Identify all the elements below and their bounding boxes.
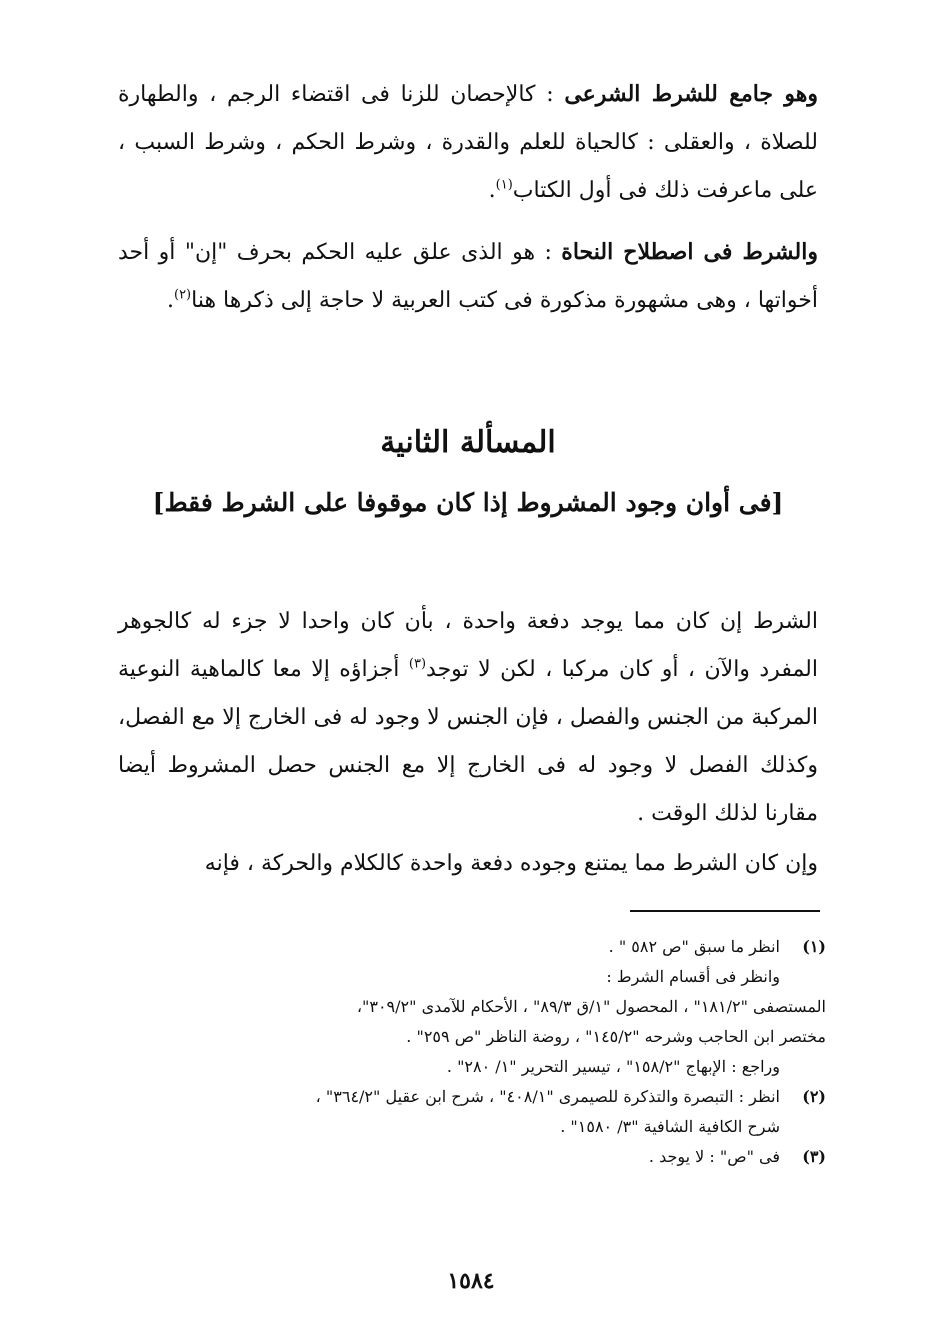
footnote-line: وراجع : الإبهاج "١٥٨/٢" ، تيسير التحرير "١/ ٢٨٠" . (446, 1057, 780, 1076)
section-subtitle: [فى أوان وجود المشروط إذا كان موقوفا على الشرط فقط] (152, 488, 784, 517)
footnote-line: شرح الكافية الشافية "٣/ ١٥٨٠" . (560, 1117, 780, 1136)
paragraph-text: : هو الذى علق عليه الحكم بحرف "إن" أو أحد أخواتها ، وهى مشهورة مذكورة فى كتب العربية لا حاجة إلى ذكرها هنا (118, 240, 818, 313)
footnote-line: مختصر ابن الحاجب وشرحه "١٤٥/٢" ، روضة الناظر "ص ٢٥٩" . (406, 1027, 826, 1046)
paragraph-lead: وهو جامع للشرط الشرعى (564, 81, 819, 107)
footnote-3 (118, 1142, 826, 1172)
paragraph-text-continued: أجزاؤه إلا معا كالماهية النوعية المركبة من الجنس والفصل ، فإن الجنس لا وجود له فى الخارج إلا مع الفصل، وكذلك الفصل لا وجود له فى الخارج إلا مع الجنس حصل المشروط أيضا مقارنا لذلك الوقت . (118, 657, 818, 826)
section-title: المسألة الثانية (380, 425, 556, 460)
footnote-body (118, 1142, 780, 1172)
paragraph-legal-condition (118, 70, 818, 215)
footnote-2 (118, 1082, 826, 1142)
footnote-ref-3[interactable]: (٣) (408, 656, 427, 672)
footnote-body (118, 932, 826, 1082)
paragraph-end: . (488, 178, 496, 203)
paragraph-grammar-condition (118, 228, 818, 325)
footnote-line: فى "ص" : لا يوجد . (648, 1147, 780, 1166)
paragraph-text: وإن كان الشرط مما يمتنع وجوده دفعة واحدة كالكلام والحركة ، فإنه (204, 851, 818, 876)
paragraph-text: الشرط إن كان مما يوجد دفعة واحدة ، بأن كان واحدا لا جزء له كالجوهر المفرد والآن ، أو كان مركبا ، لكن لا توجد (118, 609, 818, 682)
page-number: ١٥٨٤ (447, 1268, 495, 1294)
footnote-line: انظر ما سبق "ص ٥٨٢ " . (608, 937, 780, 956)
footnotes (118, 932, 826, 1172)
footnote-ref-1[interactable]: (١) (495, 177, 513, 193)
footnote-line: المستصفى "١٨١/٢" ، المحصول "١/ق ٨٩/٣" ، الأحكام للآمدى "٣٠٩/٢"، (356, 997, 826, 1016)
paragraph-end: . (166, 288, 174, 313)
footnote-ref-2[interactable]: (٢) (173, 287, 192, 303)
footnote-separator (630, 910, 820, 912)
paragraph-instant-condition (118, 598, 818, 838)
footnote-body (118, 1082, 780, 1142)
footnote-1 (118, 932, 826, 1082)
paragraph-lead: والشرط فى اصطلاح النحاة (561, 239, 818, 265)
paragraph-text: : كالإحصان للزنا فى اقتضاء الرجم ، والطهارة للصلاة ، والعقلى : كالحياة للعلم والقدرة ، وشرط الحكم ، وشرط السبب ، على ماعرفت ذلك فى أول الكتاب (118, 82, 818, 203)
paragraph-gradual-condition (118, 840, 818, 888)
footnote-line: وانظر فى أقسام الشرط : (606, 967, 780, 986)
footnote-line: انظر : التبصرة والتذكرة للصيمرى "٤٠٨/١" ، شرح ابن عقيل "٣٦٤/٢" ، (315, 1087, 780, 1106)
footnote-number: (٣) (802, 1147, 826, 1166)
footnote-number: (٢) (802, 1087, 826, 1106)
footnote-number: (١) (802, 937, 826, 956)
